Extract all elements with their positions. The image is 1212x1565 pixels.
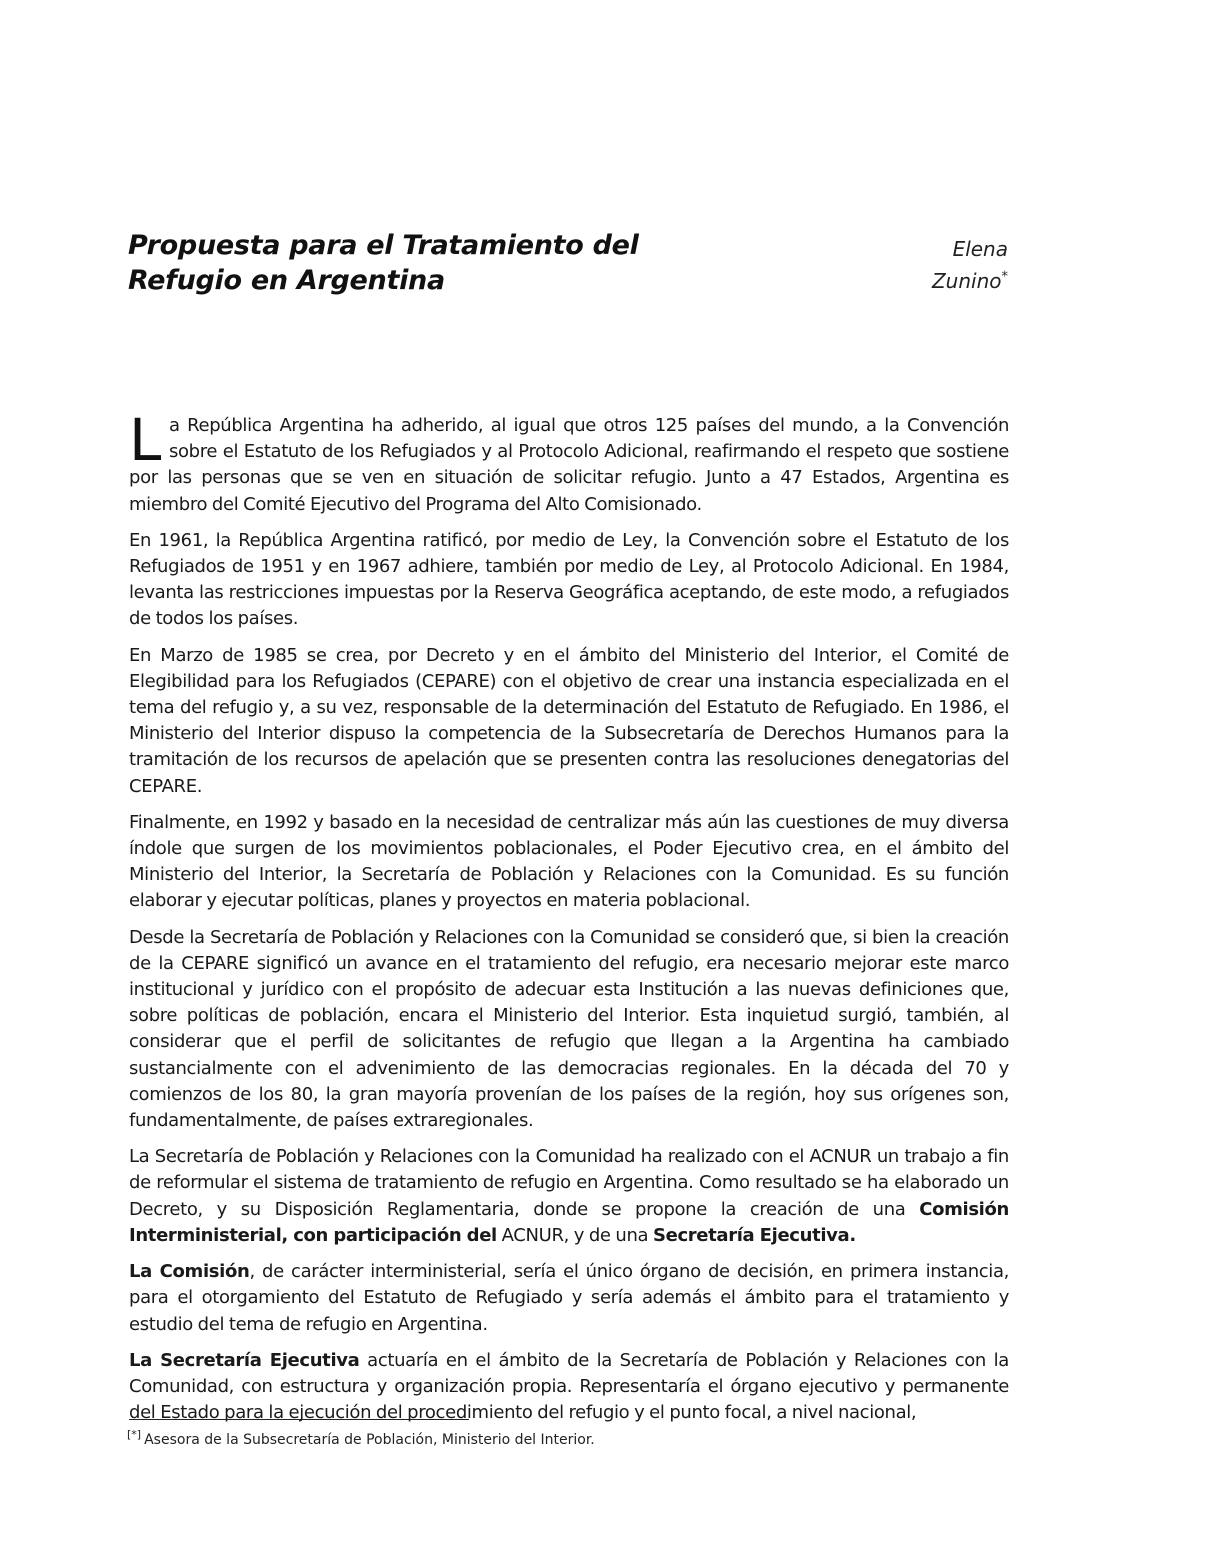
title-line-1: Propuesta para el Tratamiento del [128, 230, 639, 261]
drop-cap: L [129, 406, 161, 474]
title-line-2: Refugio en Argentina [128, 265, 445, 296]
footnote-marker: [*] [127, 1428, 142, 1442]
paragraph-7-text: , de carácter interministerial, sería el único órgano de decisión, en primera instancia, para el otorgamiento del Estatuto de Refugiado y sería además el ámbito para el tratamiento y estudio del tema de refugio en Argentina. [129, 1261, 1010, 1335]
article-body [129, 406, 1010, 1436]
paragraph-1-text: a República Argentina ha adherido, al igual que otros 125 países del mundo, a la Convención sobre el Estatuto de los Refugiados y al Protocolo Adicional, reafirmando el respeto que sostiene por las personas que se ven en situación de solicitar refugio. Junto a 47 Estados, Argentina es miembro del Comité Ejecutivo del Programa del Alto Comisionado. [129, 415, 1009, 515]
author-first-name: Elena [952, 237, 1008, 261]
paragraph-6-bold-commission: Comisión Interministerial, con participación del [129, 1198, 1009, 1246]
paragraph-6 [129, 1144, 1009, 1249]
paragraph-3: En Marzo de 1985 se crea, por Decreto y en el ámbito del Ministerio del Interior, el Comité de Elegibilidad para los Refugiados (CEPARE) con el objetivo de crear una instancia especializada en el tema del refugio y, a su vez, responsable de la determinación del Estatuto de Refugiado. En 1986, el Ministerio del Interior dispuso la competencia de la Subsecretaría de Derechos Humanos para la tramitación de los recursos de apelación que se presenten contra las resoluciones denegatorias del CEPARE. [129, 644, 1009, 797]
paragraph-4: Finalmente, en 1992 y basado en la necesidad de centralizar más aún las cuestiones de muy diversa índole que surgen de los movimientos poblacionales, el Poder Ejecutivo crea, en el ámbito del Ministerio del Interior, la Secretaría de Población y Relaciones con la Comunidad. Es su función elaborar y ejecutar políticas, planes y proyectos en materia poblacional. [129, 811, 1009, 912]
paragraph-8 [129, 1348, 1009, 1427]
article-title [128, 228, 728, 298]
footnote-divider [129, 1419, 469, 1420]
paragraph-2: En 1961, la República Argentina ratificó, por medio de Ley, la Convención sobre el Estatuto de los Refugiados de 1951 y en 1967 adhiere, también por medio de Ley, al Protocolo Adicional. En 1984, levanta las restricciones impuestas por la Reserva Geográfica aceptando, de este modo, a refugiados de todos los países. [129, 529, 1009, 630]
paragraph-6-text-c: ACNUR, y de una [496, 1224, 653, 1246]
paragraph-6-bold-secretariat: Secretaría Ejecutiva. [652, 1224, 856, 1246]
footnote-text: Asesora de la Subsecretaría de Población, Ministerio del Interior. [144, 1432, 595, 1448]
author-last-name-line [932, 265, 1008, 297]
paragraph-7 [129, 1259, 1009, 1338]
paragraph-8-bold-lead: La Secretaría Ejecutiva [129, 1349, 360, 1371]
paragraph-5: Desde la Secretaría de Población y Relaciones con la Comunidad se consideró que, si bien la creación de la CEPARE significó un avance en el tratamiento del refugio, era necesario mejorar este marco institucional y jurídico con el propósito de adecuar esta Institución a las nuevas definiciones que, sobre políticas de población, encara el Ministerio del Interior. Esta inquietud surgió, también, al considerar que el perfil de solicitantes de refugio que llegan a la Argentina ha cambiado sustancialmente con el advenimiento de las democracias regionales. En la década del 70 y comienzos de los 80, la gran mayoría provenían de los países de la región, hoy sus orígenes son, fundamentalmente, de países extraregionales. [129, 926, 1009, 1132]
author-byline [932, 233, 1008, 297]
footnote [127, 1430, 595, 1450]
paragraph-8-text: actuaría en el ámbito de la Secretaría de Población y Relaciones con la Comunidad, con estructura y organización propia. Representaría el órgano ejecutivo y permanente del Estado para la ejecución del procedimiento del refugio y el punto focal, a nivel nacional, [129, 1349, 1009, 1424]
paragraph-7-bold-lead: La Comisión [129, 1261, 250, 1283]
author-last-name: Zunino [931, 269, 1002, 293]
author-footnote-marker: * [1001, 269, 1008, 285]
paragraph-1 [129, 406, 1009, 518]
paragraph-6-text-a: La Secretaría de Población y Relaciones con la Comunidad ha realizado con el ACNUR un trabajo a fin de reformular el sistema de tratamiento de refugio en Argentina. Como resultado se ha elaborado un Decreto, y su Disposición Reglamentaria, donde se propone la creación de una [129, 1146, 1009, 1220]
